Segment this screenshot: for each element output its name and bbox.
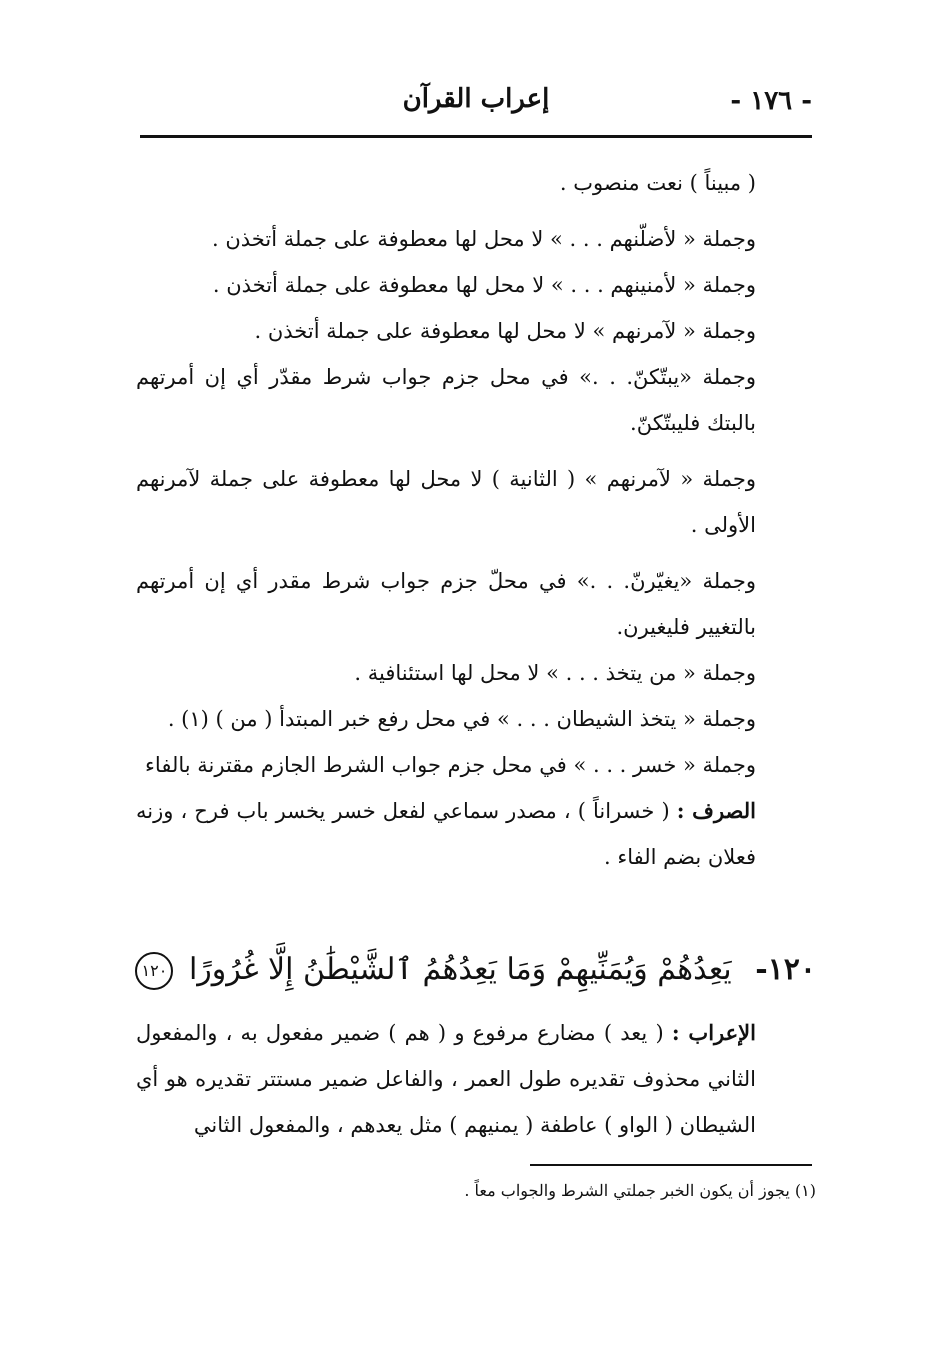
paragraph: وجملة «يغيّرنّ. . .» في محلّ جزم جواب شرط مقدر أي إن أمرتهم بالتغيير فليغيرن. [136,569,756,639]
paragraph: وجملة « خسر . . . » في محل جزم جواب الشرط الجازم مقترنة بالفاء [145,753,756,777]
irab-paragraph [136,1010,816,1148]
header-rule [140,135,812,138]
paragraph-sarf [136,788,816,880]
paragraph: وجملة « يتخذ الشيطان . . . » في محل رفع خبر المبتدأ ( من ) (١) . [167,707,756,731]
sarf-label: الصرف : [676,798,756,823]
sarf-text: ( خسراناً ) ، مصدر سماعي لفعل خسر يخسر باب فرح ، وزنه فعلان بضم الفاء . [136,799,756,869]
footnote-rule [530,1164,812,1166]
paragraph: وجملة « لآمرنهم » ( الثانية ) لا محل لها معطوفة على جملة لآمرنهم الأولى . [136,467,756,537]
page-number: - ١٧٦ - [730,86,812,116]
page-header [140,78,812,124]
irab-text: ( يعد ) مضارع مرفوع و ( هم ) ضمير مفعول به ، والمفعول الثاني محذوف تقديره طول العمر ، والفاعل ضمير مستتر تقديره هو أي الشيطان ( الواو ) عاطفة ( يمنيهم ) مثل يعدهم ، والمفعول الثاني [136,1021,756,1137]
ayah-end-mark: ١٢٠ [135,952,173,990]
verse-text: يَعِدُهُمْ وَيُمَنِّيهِمْ وَمَا يَعِدُهُمُ ٱلشَّيْطَٰنُ إِلَّا غُرُورًا [188,952,732,987]
irab-label: الإعراب : [671,1020,756,1045]
quran-verse [136,935,816,1005]
paragraph: وجملة « لأضلّنهم . . . » لا محل لها معطوفة على جملة أتخذن . [212,227,756,251]
verse-number: ١٢٠- [755,952,816,987]
paragraph: وجملة « من يتخذ . . . » لا محل لها استئنافية . [354,661,756,685]
paragraph: وجملة « لأمنينهم . . . » لا محل لها معطوفة على جملة أتخذن . [212,273,756,297]
footnote: (١) يجوز أن يكون الخبر جملتي الشرط والجواب معاً . [464,1181,816,1200]
irab-section [136,1010,816,1148]
book-title: إعراب القرآن [402,84,550,114]
paragraph: وجملة « لآمرنهم » لا محل لها معطوفة على جملة أتخذن . [254,319,756,343]
paragraph: ( مبيناً ) نعت منصوب . [559,171,756,195]
main-text [136,160,816,880]
paragraph: وجملة «يبتّكنّ. . .» في محل جزم جواب شرط مقدّر أي إن أمرتهم بالبتك فليبتّكنّ. [136,365,756,435]
